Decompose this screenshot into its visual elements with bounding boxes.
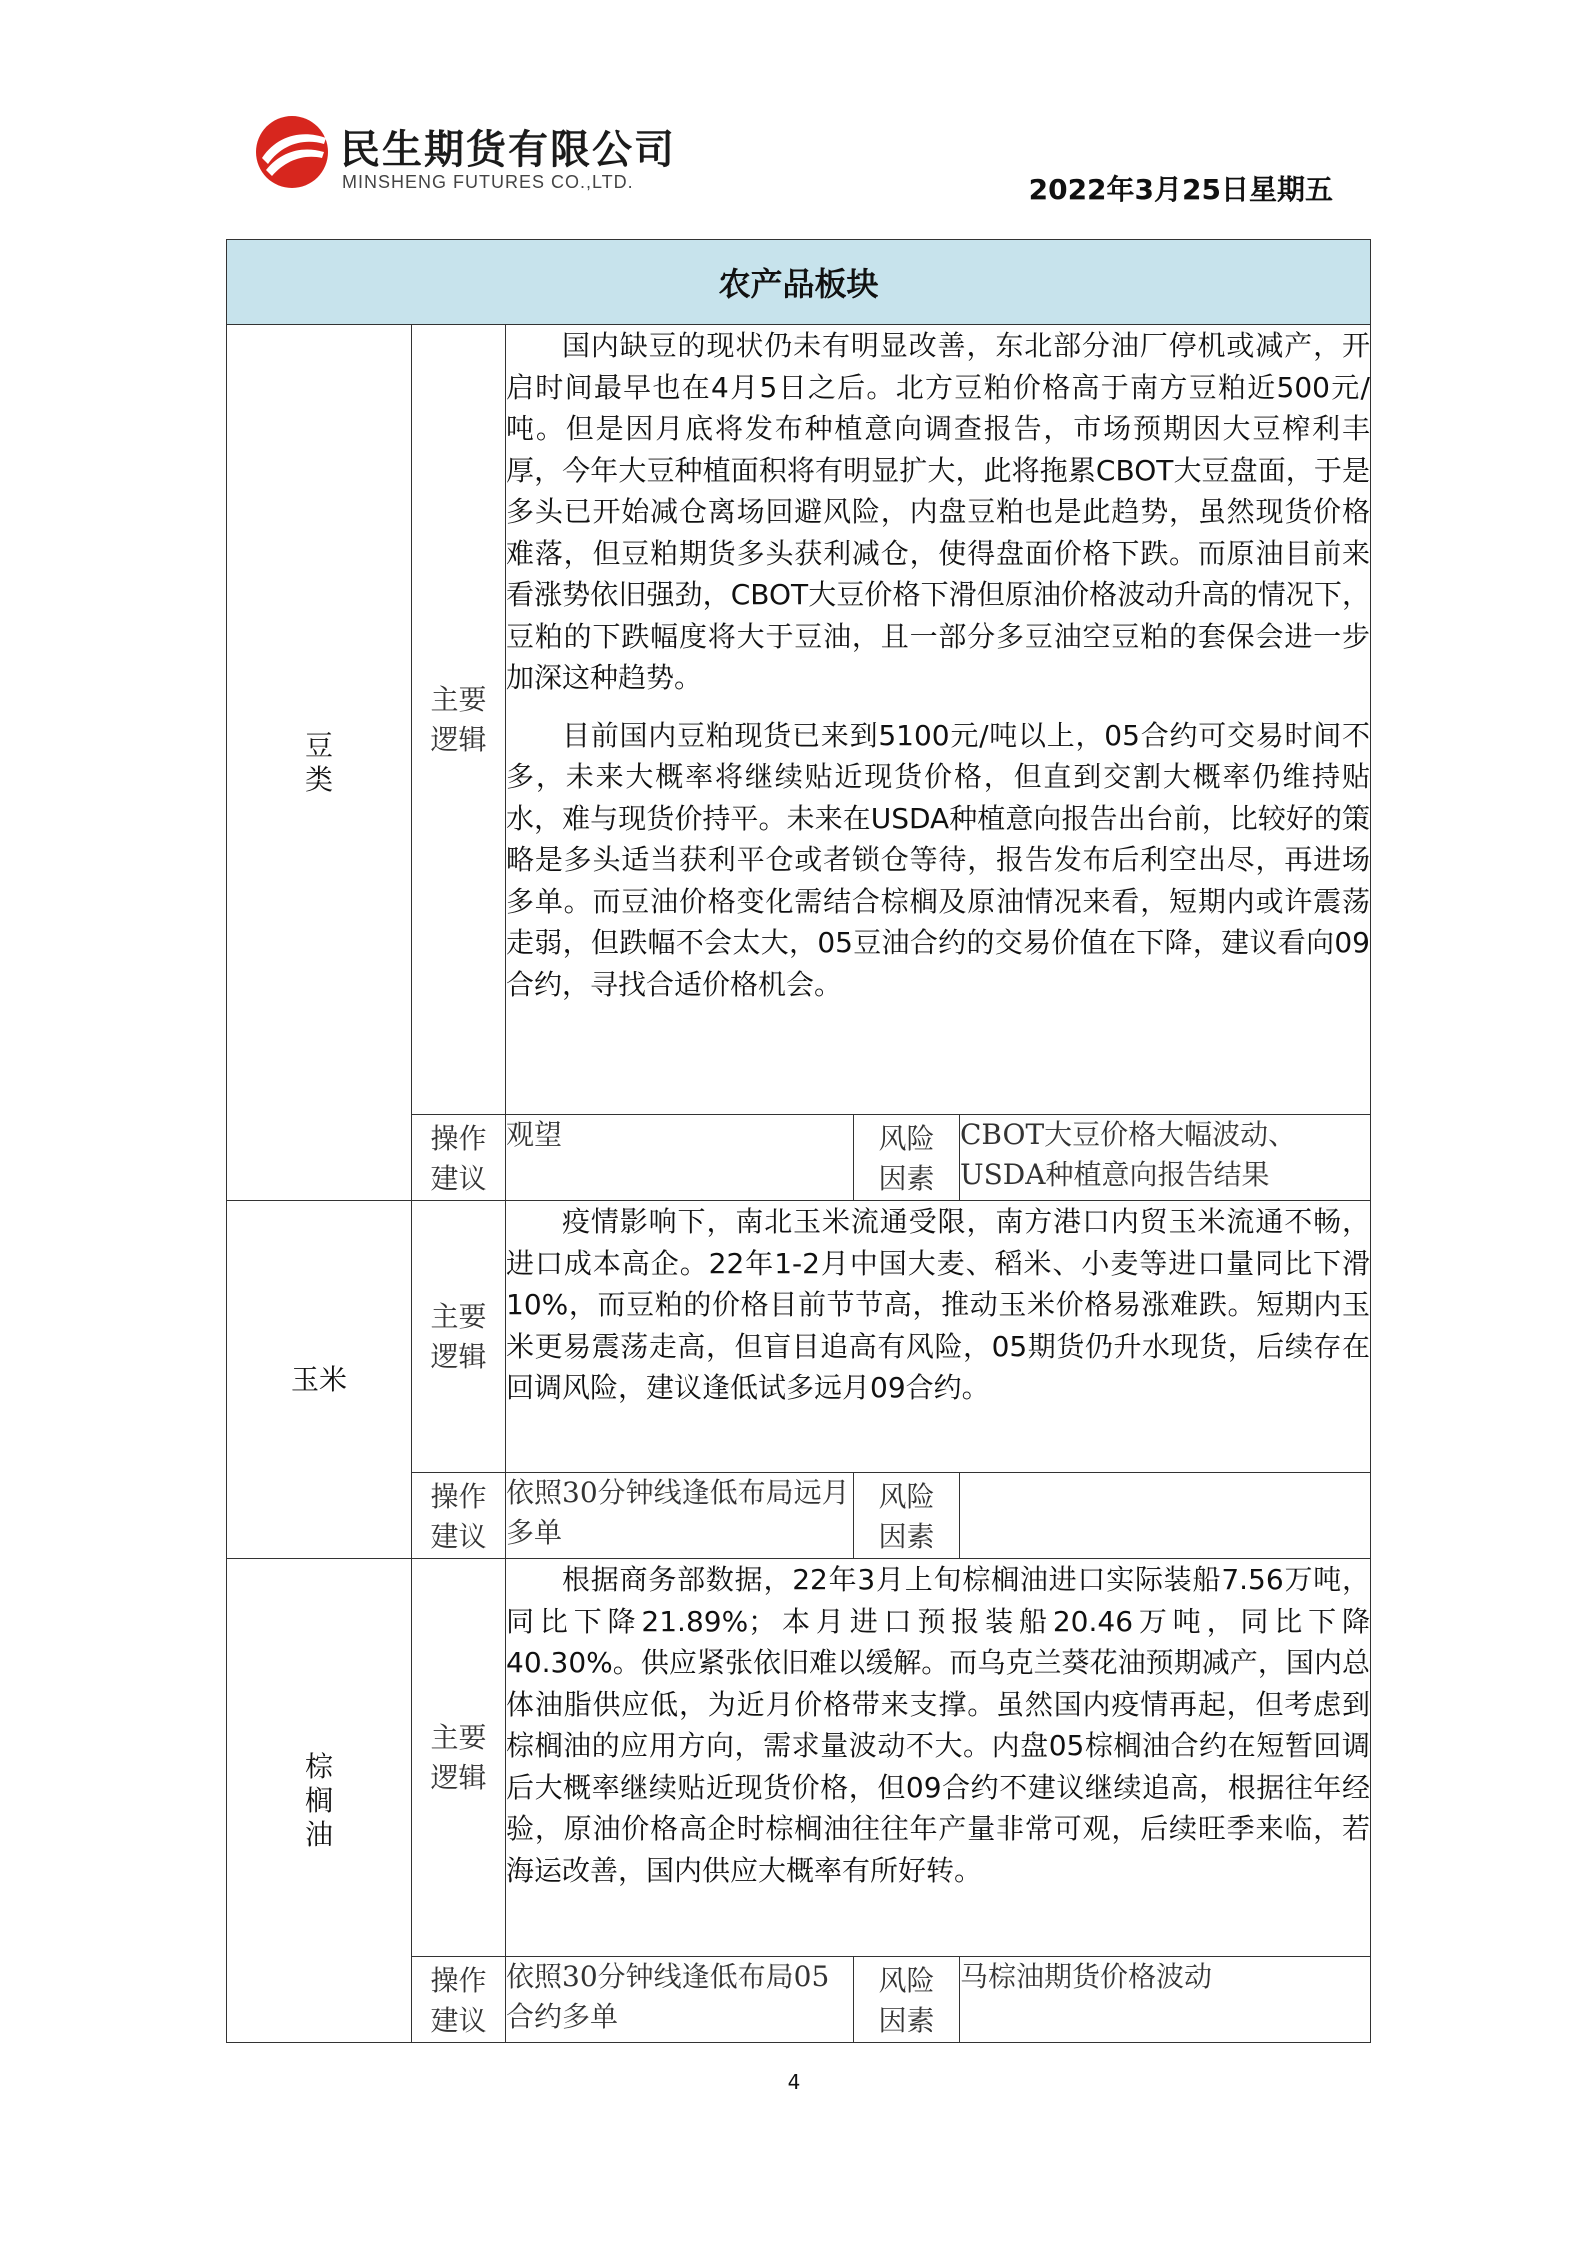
- logic-label: 主要 逻辑: [412, 325, 506, 1115]
- category-palm-oil-label: 棕 榈 油: [304, 1749, 333, 1851]
- category-corn: [227, 1201, 412, 1559]
- advice-label: 操作 建议: [412, 1115, 506, 1201]
- logo-english-name: MINSHENG FUTURES CO.,LTD.: [342, 172, 634, 192]
- logic-label: 主要 逻辑: [412, 1559, 506, 1957]
- logic-label: 主要 逻辑: [412, 1201, 506, 1473]
- category-corn-label: 玉米: [290, 1362, 347, 1396]
- soybean-advice: 观望: [506, 1115, 854, 1201]
- category-palm-oil: [227, 1559, 412, 2043]
- corn-advice: 依照30分钟线逢低布局远月多单: [506, 1473, 854, 1559]
- agri-products-table: [226, 239, 1371, 2043]
- corn-risk: [960, 1473, 1371, 1559]
- paragraph: 目前国内豆粕现货已来到5100元/吨以上，05合约可交易时间不多，未来大概率将继续贴近现货价格，但直到交割大概率仍维持贴水，难与现货价持平。未来在USDA种植意向报告出台前，比较好的策略是多头适当获利平仓或者锁仓等待，报告发布后利空出尽，再进场多单。而豆油价格变化需结合棕榈及原油情况来看，短期内或许震荡走弱，但跌幅不会太大，05豆油合约的交易价值在下降，建议看向09合约，寻找合适价格机会。: [506, 718, 1370, 1001]
- palm-oil-logic-text: [506, 1559, 1371, 1957]
- palm-oil-risk: 马棕油期货价格波动: [960, 1957, 1371, 2043]
- advice-label: 操作 建议: [412, 1957, 506, 2043]
- page-header: [0, 0, 1588, 240]
- risk-label: 风险 因素: [854, 1473, 960, 1559]
- category-soybean: [227, 325, 412, 1201]
- logo-chinese-name: 民生期货有限公司: [340, 127, 676, 173]
- risk-label: 风险 因素: [854, 1957, 960, 2043]
- section-title: 农产品板块: [227, 240, 1371, 325]
- corn-logic-text: [506, 1201, 1371, 1473]
- report-date: 2022年3月25日星期五: [1028, 173, 1333, 206]
- advice-label: 操作 建议: [412, 1473, 506, 1559]
- page-number: 4: [787, 2070, 801, 2094]
- paragraph: 根据商务部数据，22年3月上旬棕榈油进口实际装船7.56万吨，同比下降21.89%；本月进口预报装船20.46万吨，同比下降40.30%。供应紧张依旧难以缓解。而乌克兰葵花油预期减产，国内总体油脂供应低，为近月价格带来支撑。虽然国内疫情再起，但考虑到棕榈油的应用方向，需求量波动不大。内盘05棕榈油合约在短暂回调后大概率继续贴近现货价格，但09合约不建议继续追高，根据往年经验，原油价格高企时棕榈油往往年产量非常可观，后续旺季来临，若海运改善，国内供应大概率有所好转。: [506, 1563, 1370, 1887]
- logo-emblem-icon: [252, 112, 332, 192]
- category-soybean-label: 豆 类: [304, 728, 333, 796]
- palm-oil-advice: 依照30分钟线逢低布局05合约多单: [506, 1957, 854, 2043]
- soybean-logic-text: [506, 325, 1371, 1115]
- paragraph: 疫情影响下，南北玉米流通受限，南方港口内贸玉米流通不畅，进口成本高企。22年1-2月中国大麦、稻米、小麦等进口量同比下滑10%，而豆粕的价格目前节节高，推动玉米价格易涨难跌。短期内玉米更易震荡走高，但盲目追高有风险，05期货仍升水现货，后续存在回调风险，建议逢低试多远月09合约。: [506, 1205, 1370, 1404]
- company-logo: [252, 112, 732, 202]
- risk-label: 风险 因素: [854, 1115, 960, 1201]
- paragraph: 国内缺豆的现状仍未有明显改善，东北部分油厂停机或减产，开启时间最早也在4月5日之后。北方豆粕价格高于南方豆粕近500元/吨。但是因月底将发布种植意向调查报告，市场预期因大豆榨利丰厚，今年大豆种植面积将有明显扩大，此将拖累CBOT大豆盘面，于是多头已开始减仓离场回避风险，内盘豆粕也是此趋势，虽然现货价格难落，但豆粕期货多头获利减仓，使得盘面价格下跌。而原油目前来看涨势依旧强劲，CBOT大豆价格下滑但原油价格波动升高的情况下，豆粕的下跌幅度将大于豆油，且一部分多豆油空豆粕的套保会进一步加深这种趋势。: [506, 329, 1370, 694]
- soybean-risk: CBOT大豆价格大幅波动、USDA种植意向报告结果: [960, 1115, 1371, 1201]
